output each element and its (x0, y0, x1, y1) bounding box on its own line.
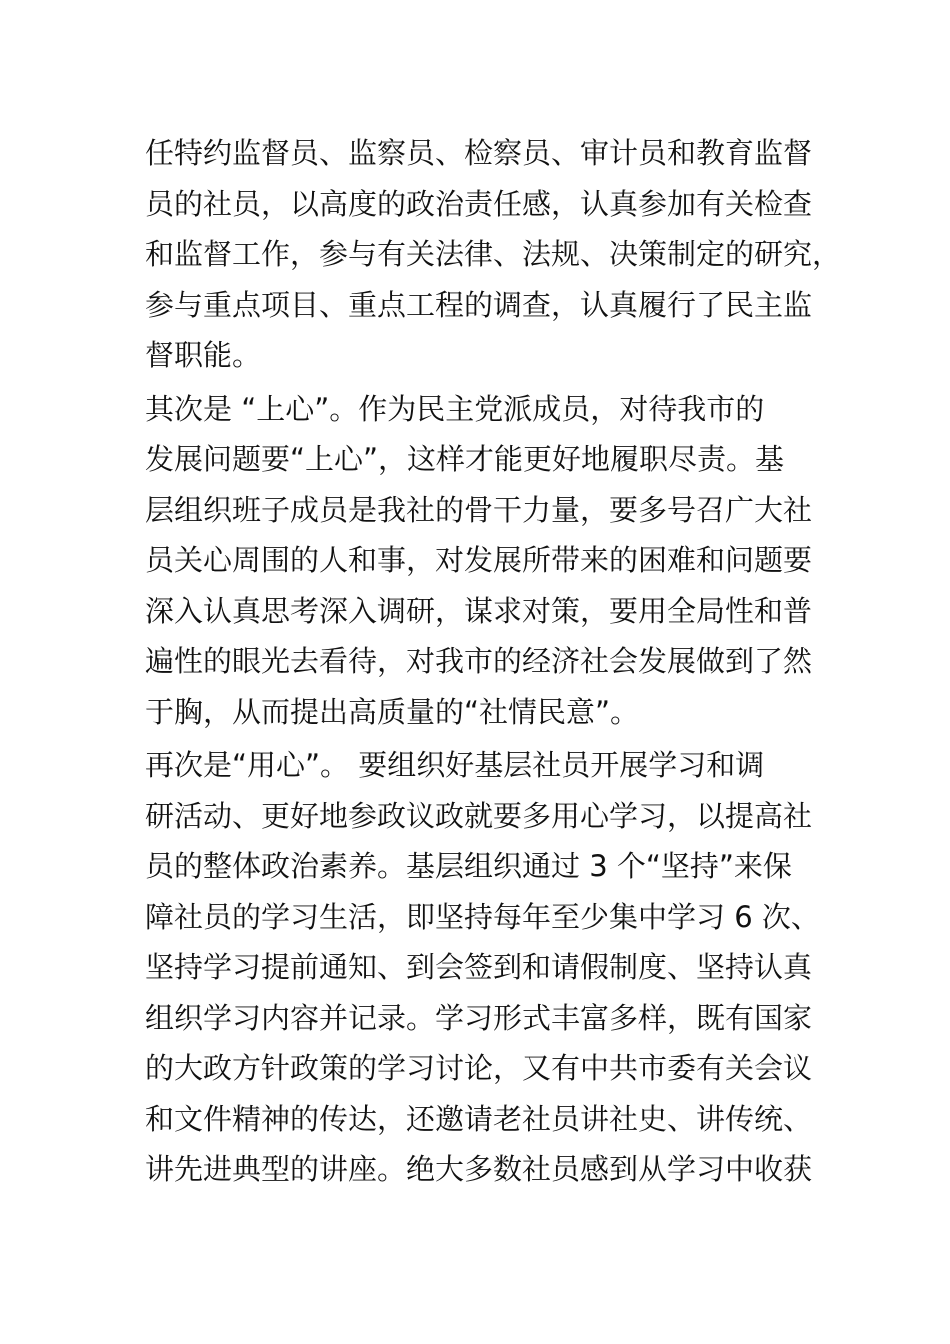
text-line: 的大政方针政策的学习讨论，又有中共市委有关会议 (145, 1051, 813, 1085)
text-line: 员的社员，以高度的政治责任感，认真参加有关检查 (145, 186, 813, 221)
document-body (145, 128, 842, 1198)
text-line: 和监督工作，参与有关法律、法规、决策制定的研究， (145, 237, 842, 271)
text-line: 参与重点项目、重点工程的调查，认真履行了民主监 (145, 287, 813, 322)
text-line: 和文件精神的传达，还邀请老社员讲社史、讲传统、 (145, 1101, 813, 1136)
text-line: 发展问题要“上心”，这样才能更好地履职尽责。基 (145, 442, 785, 476)
text-line: 层组织班子成员是我社的骨干力量，要多号召广大社 (145, 492, 813, 527)
text-line: 坚持学习提前通知、到会签到和请假制度、坚持认真 (145, 950, 813, 984)
paragraph-shangxin (145, 384, 815, 738)
text-line: 督职能。 (145, 338, 262, 372)
text-line: 讲先进典型的讲座。绝大多数社员感到从学习中收获 (145, 1152, 813, 1186)
paragraph-supervision (145, 128, 842, 381)
text-line: 障社员的学习生活，即坚持每年至少集中学习 6 次、 (145, 899, 820, 934)
text-line: 员的整体政治素养。基层组织通过 3 个“坚持”来保 (145, 849, 792, 883)
text-line: 遍性的眼光去看待，对我市的经济社会发展做到了然 (145, 644, 813, 678)
text-line: 其次是 “上心”。作为民主党派成员，对待我市的 (145, 391, 765, 426)
text-line: 组织学习内容并记录。学习形式丰富多样，既有国家 (145, 1000, 813, 1035)
text-line: 员关心周围的人和事，对发展所带来的困难和问题要 (145, 543, 813, 577)
text-line: 于胸，从而提出高质量的“社情民意”。 (145, 694, 640, 729)
text-line: 研活动、更好地参政议政就要多用心学习，以提高社 (145, 798, 813, 833)
text-line: 再次是“用心”。 要组织好基层社员开展学习和调 (145, 748, 765, 782)
paragraph-yongxin (145, 740, 820, 1195)
text-line: 任特约监督员、监察员、检察员、审计员和教育监督 (145, 136, 813, 170)
text-line: 深入认真思考深入调研，谋求对策，要用全局性和普 (145, 593, 813, 628)
